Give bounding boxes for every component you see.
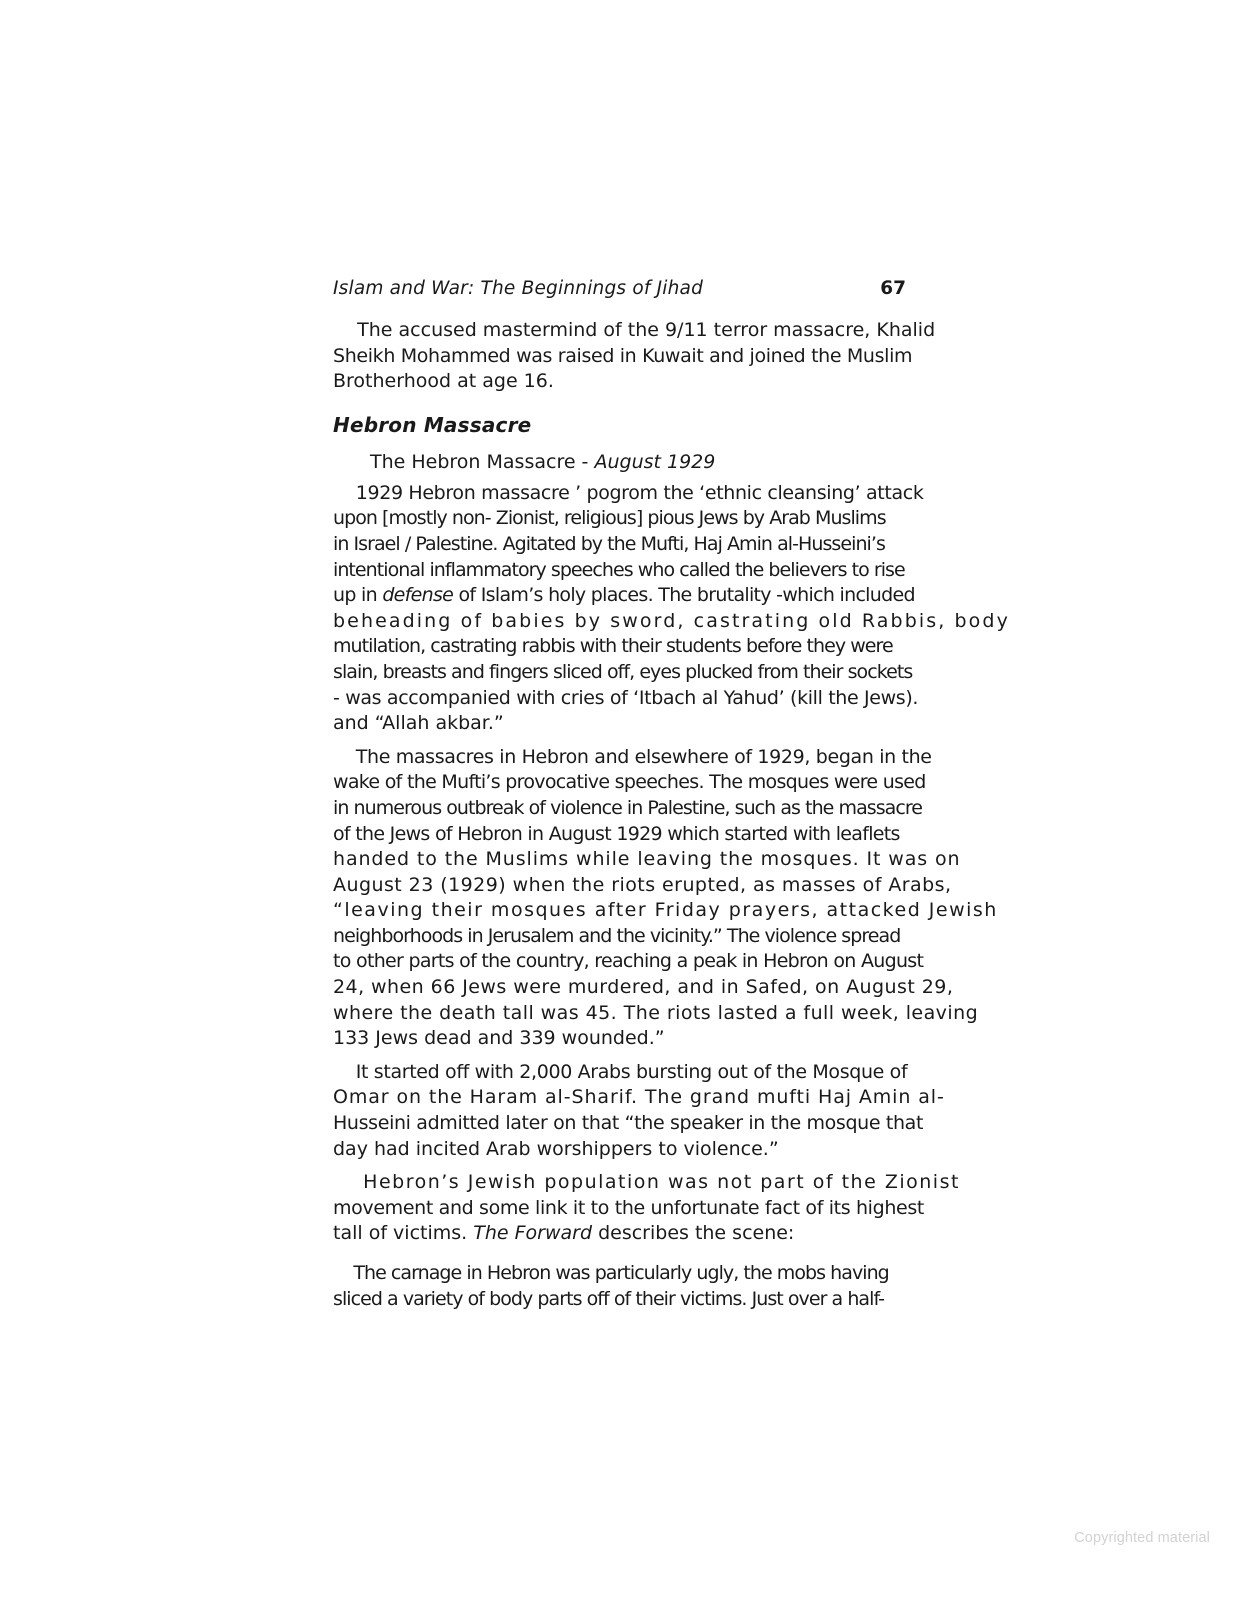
text-run: of Islam’s holy places. The brutality -which included [453, 584, 915, 607]
text-line: The massacres in Hebron and elsewhere of 1929, began in the [333, 745, 932, 768]
text-line: “leaving their mosques after Friday prayers, attacked Jewish [333, 899, 998, 922]
publication-name-the-forward: The Forward [473, 1222, 593, 1245]
paragraph-carnage-quotation [333, 1261, 906, 1312]
text-line: Hebron’s Jewish population was not part of the Zionist [333, 1171, 960, 1194]
text-line: in numerous outbreak of violence in Palestine, such as the massacre [333, 796, 923, 819]
text-line: day had incited Arab worshippers to violence.” [333, 1137, 779, 1160]
text-line: wake of the Mufti’s provocative speeches. The mosques were used [333, 771, 926, 794]
text-line: Brotherhood at age 16. [333, 370, 554, 393]
page-number: 67 [880, 278, 906, 299]
text-line: August 23 (1929) when the riots erupted, as masses of Arabs, [333, 873, 952, 896]
text-line: of the Jews of Hebron in August 1929 which started with leaflets [333, 822, 900, 845]
paragraph-massacres-in-hebron [333, 745, 998, 1052]
text-run: up in [333, 584, 383, 607]
text-line: 1929 Hebron massacre ’ pogrom the ‘ethnic cleansing’ attack [333, 481, 924, 504]
text-line: neighborhoods in Jerusalem and the vicinity.” The violence spread [333, 924, 901, 947]
section-heading-hebron-massacre: Hebron Massacre [333, 412, 532, 437]
text-line: and “Allah akbar.” [333, 712, 504, 735]
text-line: handed to the Muslims while leaving the mosques. It was on [333, 848, 961, 871]
subheading-date: August 1929 [594, 450, 716, 473]
text-line: The carnage in Hebron was particularly ugly, the mobs having [333, 1262, 889, 1284]
text-line: Omar on the Haram al-Sharif. The grand mufti Haj Amin al- [333, 1086, 945, 1109]
text-line [333, 583, 915, 609]
text-line: The accused mastermind of the 9/11 terror massacre, Khalid [333, 319, 936, 341]
text-line: 24, when 66 Jews were murdered, and in Safed, on August 29, [333, 976, 954, 999]
text-line: intentional inflammatory speeches who called the believers to rise [333, 558, 905, 581]
text-line: to other parts of the country, reaching a peak in Hebron on August [333, 950, 924, 973]
text-line: mutilation, castrating rabbis with their students before they were [333, 635, 893, 658]
running-head [333, 278, 906, 299]
paragraph-mosque-of-omar [333, 1060, 945, 1162]
text-line: slain, breasts and fingers sliced off, eyes plucked from their sockets [333, 660, 913, 683]
text-line: beheading of babies by sword, castrating old Rabbis, body [333, 609, 1010, 632]
text-column [333, 318, 1010, 1320]
running-head-title: Islam and War: The Beginnings of Jihad [333, 278, 704, 299]
text-line: - was accompanied with cries of ‘Itbach al Yahud’ (kill the Jews). [333, 686, 919, 709]
text-line: Sheikh Mohammed was raised in Kuwait and joined the Muslim [333, 344, 913, 367]
copyright-watermark: Copyrighted material [1074, 1530, 1210, 1546]
text-line: 133 Jews dead and 339 wounded.” [333, 1027, 665, 1050]
text-line: sliced a variety of body parts off of their victims. Just over a half- [333, 1287, 885, 1310]
paragraph-hebrons-jewish-population [333, 1170, 960, 1247]
subheading-hebron-massacre-date [333, 449, 906, 475]
paragraph-accused-mastermind [333, 318, 936, 395]
text-line: where the death tall was 45. The riots lasted a full week, leaving [333, 1001, 979, 1024]
text-line: in Israel / Palestine. Agitated by the Mufti, Haj Amin al-Husseini’s [333, 532, 885, 555]
text-line [333, 1221, 906, 1247]
text-run: tall of victims. [333, 1222, 474, 1245]
subheading-text: The Hebron Massacre - [370, 450, 595, 473]
text-line: It started off with 2,000 Arabs bursting out of the Mosque of [333, 1060, 908, 1083]
text-line: movement and some link it to the unfortunate fact of its highest [333, 1196, 924, 1219]
text-run: describes the scene: [592, 1222, 795, 1245]
paragraph-1929-hebron-massacre [333, 481, 1010, 737]
text-line: Husseini admitted later on that “the speaker in the mosque that [333, 1112, 924, 1135]
emphasis-defense: defense [382, 584, 454, 607]
text-line: upon [mostly non- Zionist, religious] pious Jews by Arab Muslims [333, 507, 886, 530]
